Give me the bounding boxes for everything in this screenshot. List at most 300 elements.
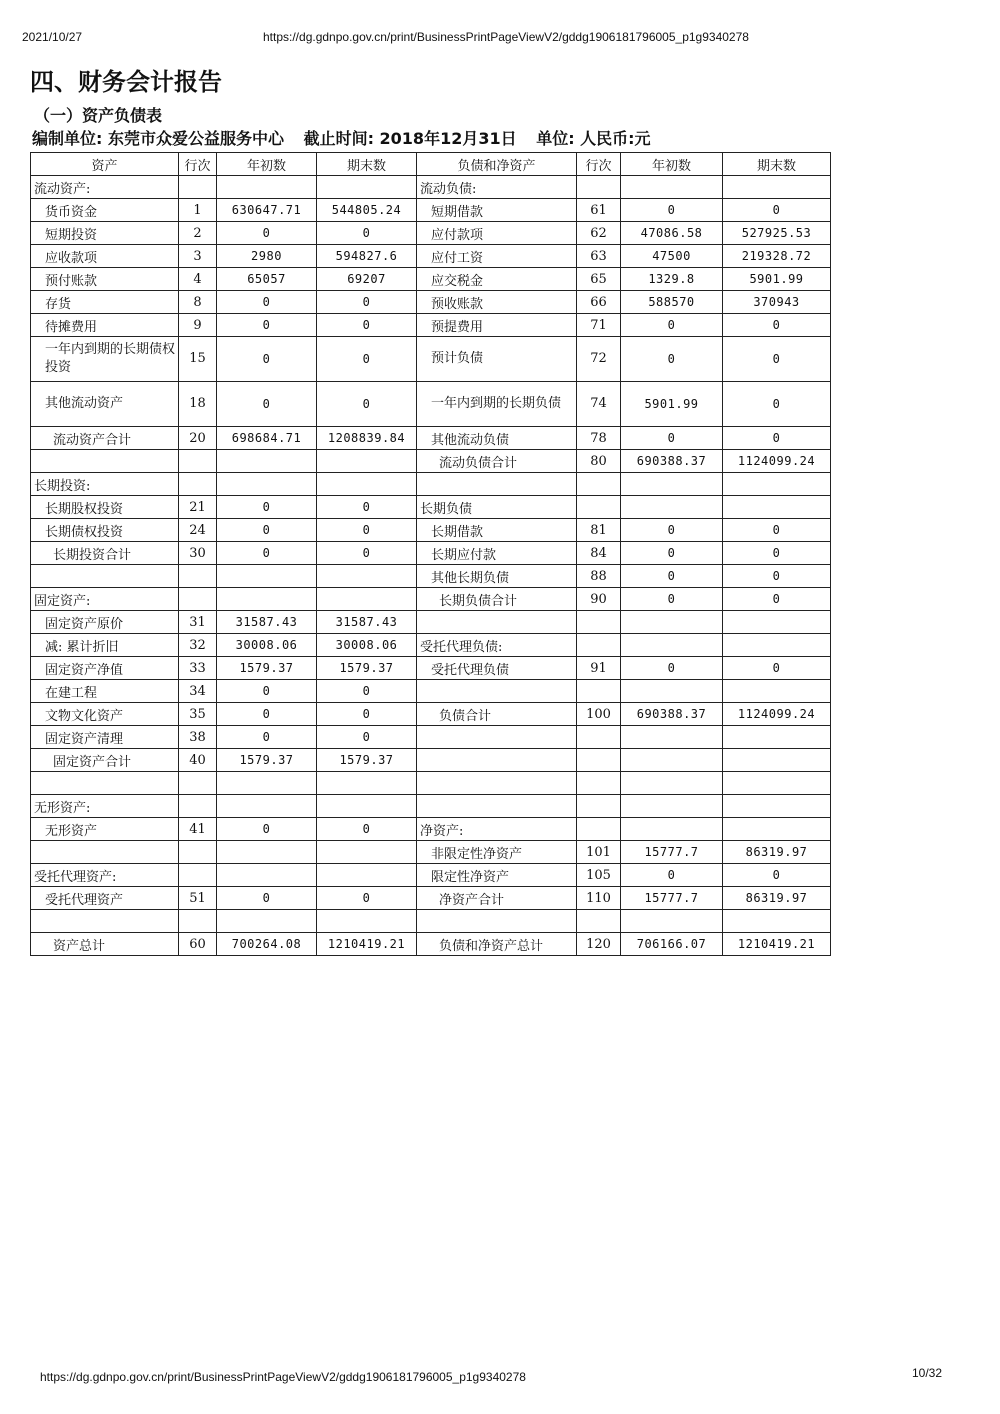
table-row bbox=[31, 634, 831, 657]
table-header-row bbox=[31, 153, 831, 176]
liability-name: 限定性净资产 bbox=[417, 864, 577, 887]
liability-row-no: 90 bbox=[577, 588, 621, 611]
table-row bbox=[31, 772, 831, 795]
asset-row-no bbox=[179, 772, 217, 795]
asset-row-no: 34 bbox=[179, 680, 217, 703]
table-row bbox=[31, 222, 831, 245]
liability-begin bbox=[621, 749, 723, 772]
asset-row-no: 20 bbox=[179, 427, 217, 450]
asset-begin: 65057 bbox=[217, 268, 317, 291]
asset-name: 受托代理资产 bbox=[31, 887, 179, 910]
liability-name: 长期应付款 bbox=[417, 542, 577, 565]
liability-name: 应付工资 bbox=[417, 245, 577, 268]
liability-row-no: 71 bbox=[577, 314, 621, 337]
liability-name: 净资产: bbox=[417, 818, 577, 841]
asset-end: 30008.06 bbox=[317, 634, 417, 657]
asset-end bbox=[317, 176, 417, 199]
liability-row-no: 88 bbox=[577, 565, 621, 588]
asset-row-no bbox=[179, 450, 217, 473]
asset-name: 一年内到期的长期债权投资 bbox=[31, 337, 179, 382]
asset-begin: 0 bbox=[217, 519, 317, 542]
asset-row-no: 15 bbox=[179, 337, 217, 382]
table-row bbox=[31, 314, 831, 337]
asset-begin: 0 bbox=[217, 314, 317, 337]
liability-name bbox=[417, 749, 577, 772]
liability-row-no: 66 bbox=[577, 291, 621, 314]
asset-end: 1579.37 bbox=[317, 657, 417, 680]
liability-name: 短期借款 bbox=[417, 199, 577, 222]
liability-row-no: 84 bbox=[577, 542, 621, 565]
liability-begin: 0 bbox=[621, 199, 723, 222]
asset-name: 货币资金 bbox=[31, 199, 179, 222]
table-row bbox=[31, 818, 831, 841]
liability-name: 长期负债合计 bbox=[417, 588, 577, 611]
liability-name bbox=[417, 910, 577, 933]
liability-row-no: 61 bbox=[577, 199, 621, 222]
asset-name: 长期股权投资 bbox=[31, 496, 179, 519]
liability-begin bbox=[621, 634, 723, 657]
asset-begin bbox=[217, 588, 317, 611]
liability-name: 其他流动负债 bbox=[417, 427, 577, 450]
table-row bbox=[31, 542, 831, 565]
asset-end bbox=[317, 795, 417, 818]
liability-row-no bbox=[577, 680, 621, 703]
table-row bbox=[31, 887, 831, 910]
asset-begin bbox=[217, 772, 317, 795]
col-header-end: 期末数 bbox=[317, 153, 417, 176]
report-meta bbox=[32, 126, 665, 149]
asset-name: 无形资产 bbox=[31, 818, 179, 841]
asset-end: 0 bbox=[317, 382, 417, 427]
table-row bbox=[31, 726, 831, 749]
liability-row-no bbox=[577, 473, 621, 496]
asset-end: 0 bbox=[317, 726, 417, 749]
liability-begin: 0 bbox=[621, 864, 723, 887]
liability-row-no bbox=[577, 496, 621, 519]
asset-end: 0 bbox=[317, 337, 417, 382]
liability-begin bbox=[621, 496, 723, 519]
liability-end bbox=[723, 772, 831, 795]
table-row bbox=[31, 450, 831, 473]
liability-row-no: 72 bbox=[577, 337, 621, 382]
asset-begin bbox=[217, 795, 317, 818]
asset-row-no: 1 bbox=[179, 199, 217, 222]
table-row bbox=[31, 382, 831, 427]
asset-begin: 698684.71 bbox=[217, 427, 317, 450]
asset-name: 在建工程 bbox=[31, 680, 179, 703]
liability-row-no: 62 bbox=[577, 222, 621, 245]
asset-end bbox=[317, 473, 417, 496]
liability-end: 0 bbox=[723, 588, 831, 611]
table-row bbox=[31, 565, 831, 588]
asset-end: 0 bbox=[317, 818, 417, 841]
liability-end: 86319.97 bbox=[723, 841, 831, 864]
asset-name bbox=[31, 772, 179, 795]
asset-begin: 0 bbox=[217, 703, 317, 726]
asset-name: 受托代理资产: bbox=[31, 864, 179, 887]
asset-begin: 0 bbox=[217, 542, 317, 565]
asset-end: 1579.37 bbox=[317, 749, 417, 772]
liability-name bbox=[417, 680, 577, 703]
asset-end bbox=[317, 450, 417, 473]
footer-url: https://dg.gdnpo.gov.cn/print/BusinessPrintPageViewV2/gddg1906181796005_p1g9340278 bbox=[40, 1370, 526, 1384]
liability-begin bbox=[621, 772, 723, 795]
liability-end bbox=[723, 634, 831, 657]
asset-begin: 30008.06 bbox=[217, 634, 317, 657]
liability-row-no: 80 bbox=[577, 450, 621, 473]
liability-end: 86319.97 bbox=[723, 887, 831, 910]
asset-row-no: 32 bbox=[179, 634, 217, 657]
asset-name: 短期投资 bbox=[31, 222, 179, 245]
liability-begin: 706166.07 bbox=[621, 933, 723, 956]
asset-name: 固定资产清理 bbox=[31, 726, 179, 749]
liability-row-no: 91 bbox=[577, 657, 621, 680]
table-row bbox=[31, 910, 831, 933]
liability-begin bbox=[621, 910, 723, 933]
asset-end: 0 bbox=[317, 496, 417, 519]
liability-name: 其他长期负债 bbox=[417, 565, 577, 588]
asset-row-no: 31 bbox=[179, 611, 217, 634]
liability-begin: 0 bbox=[621, 337, 723, 382]
liability-begin: 5901.99 bbox=[621, 382, 723, 427]
liability-begin bbox=[621, 680, 723, 703]
liability-end: 0 bbox=[723, 565, 831, 588]
col-header-row-no: 行次 bbox=[179, 153, 217, 176]
section-title: 四、财务会计报告 bbox=[30, 68, 222, 96]
table-row bbox=[31, 795, 831, 818]
asset-name: 流动资产: bbox=[31, 176, 179, 199]
asset-name: 预付账款 bbox=[31, 268, 179, 291]
liability-end: 0 bbox=[723, 382, 831, 427]
liability-row-no: 81 bbox=[577, 519, 621, 542]
liability-begin: 15777.7 bbox=[621, 887, 723, 910]
asset-row-no: 18 bbox=[179, 382, 217, 427]
liability-end: 1124099.24 bbox=[723, 703, 831, 726]
asset-row-no: 30 bbox=[179, 542, 217, 565]
liability-begin bbox=[621, 611, 723, 634]
asset-begin: 0 bbox=[217, 337, 317, 382]
liability-end bbox=[723, 496, 831, 519]
asset-row-no: 3 bbox=[179, 245, 217, 268]
liability-end bbox=[723, 680, 831, 703]
liability-name bbox=[417, 772, 577, 795]
asset-end: 0 bbox=[317, 291, 417, 314]
col-header-end-2: 期末数 bbox=[723, 153, 831, 176]
asset-row-no: 2 bbox=[179, 222, 217, 245]
sub-title: （一）资产负债表 bbox=[34, 106, 163, 125]
asset-name: 应收款项 bbox=[31, 245, 179, 268]
liability-row-no bbox=[577, 749, 621, 772]
liability-end: 0 bbox=[723, 427, 831, 450]
asset-name bbox=[31, 910, 179, 933]
col-header-row-no-2: 行次 bbox=[577, 153, 621, 176]
liability-name: 预提费用 bbox=[417, 314, 577, 337]
liability-end: 5901.99 bbox=[723, 268, 831, 291]
asset-row-no bbox=[179, 910, 217, 933]
liability-begin bbox=[621, 795, 723, 818]
table-row bbox=[31, 703, 831, 726]
asset-begin: 31587.43 bbox=[217, 611, 317, 634]
asset-begin: 2980 bbox=[217, 245, 317, 268]
print-date: 2021/10/27 bbox=[22, 30, 83, 44]
liability-begin: 0 bbox=[621, 519, 723, 542]
asset-end: 0 bbox=[317, 222, 417, 245]
asset-row-no bbox=[179, 176, 217, 199]
asset-name: 长期债权投资 bbox=[31, 519, 179, 542]
liability-end: 527925.53 bbox=[723, 222, 831, 245]
liability-name: 应交税金 bbox=[417, 268, 577, 291]
liability-row-no bbox=[577, 176, 621, 199]
asset-end bbox=[317, 565, 417, 588]
asset-name: 固定资产: bbox=[31, 588, 179, 611]
asset-name: 流动资产合计 bbox=[31, 427, 179, 450]
liability-name: 预收账款 bbox=[417, 291, 577, 314]
liability-begin: 0 bbox=[621, 565, 723, 588]
liability-begin: 0 bbox=[621, 657, 723, 680]
asset-row-no: 33 bbox=[179, 657, 217, 680]
asset-row-no: 9 bbox=[179, 314, 217, 337]
col-header-begin-2: 年初数 bbox=[621, 153, 723, 176]
liability-begin: 0 bbox=[621, 542, 723, 565]
asset-name: 存货 bbox=[31, 291, 179, 314]
liability-name: 长期负债 bbox=[417, 496, 577, 519]
liability-name: 长期借款 bbox=[417, 519, 577, 542]
asset-name: 长期投资: bbox=[31, 473, 179, 496]
asset-begin: 700264.08 bbox=[217, 933, 317, 956]
currency-unit: 单位: 人民币:元 bbox=[536, 129, 651, 148]
liability-row-no bbox=[577, 910, 621, 933]
asset-end: 1210419.21 bbox=[317, 933, 417, 956]
liability-begin: 47500 bbox=[621, 245, 723, 268]
table-row bbox=[31, 291, 831, 314]
liability-row-no: 120 bbox=[577, 933, 621, 956]
liability-end bbox=[723, 818, 831, 841]
liability-begin: 0 bbox=[621, 427, 723, 450]
liability-row-no bbox=[577, 818, 621, 841]
asset-name: 其他流动资产 bbox=[31, 382, 179, 427]
asset-row-no: 4 bbox=[179, 268, 217, 291]
table-row bbox=[31, 199, 831, 222]
asset-begin bbox=[217, 841, 317, 864]
col-header-assets: 资产 bbox=[31, 153, 179, 176]
asset-name: 资产总计 bbox=[31, 933, 179, 956]
asset-row-no: 41 bbox=[179, 818, 217, 841]
liability-row-no: 65 bbox=[577, 268, 621, 291]
table-row bbox=[31, 933, 831, 956]
liability-begin: 0 bbox=[621, 588, 723, 611]
asset-name: 减: 累计折旧 bbox=[31, 634, 179, 657]
liability-end bbox=[723, 795, 831, 818]
table-row bbox=[31, 749, 831, 772]
asset-end: 0 bbox=[317, 887, 417, 910]
asset-end bbox=[317, 772, 417, 795]
liability-name: 负债合计 bbox=[417, 703, 577, 726]
asset-row-no bbox=[179, 588, 217, 611]
asset-name: 长期投资合计 bbox=[31, 542, 179, 565]
liability-begin bbox=[621, 176, 723, 199]
liability-name: 流动负债: bbox=[417, 176, 577, 199]
asset-begin bbox=[217, 176, 317, 199]
liability-begin: 1329.8 bbox=[621, 268, 723, 291]
liability-name: 受托代理负债 bbox=[417, 657, 577, 680]
liability-begin: 690388.37 bbox=[621, 450, 723, 473]
page-number: 10/32 bbox=[912, 1366, 943, 1380]
asset-begin bbox=[217, 910, 317, 933]
liability-name bbox=[417, 795, 577, 818]
liability-name: 应付款项 bbox=[417, 222, 577, 245]
asset-begin: 0 bbox=[217, 382, 317, 427]
table-row bbox=[31, 588, 831, 611]
liability-end bbox=[723, 910, 831, 933]
liability-name: 预计负债 bbox=[417, 337, 577, 382]
liability-row-no: 63 bbox=[577, 245, 621, 268]
header-url: https://dg.gdnpo.gov.cn/print/BusinessPrintPageViewV2/gddg1906181796005_p1g9340278 bbox=[263, 30, 749, 44]
table-row bbox=[31, 245, 831, 268]
asset-begin: 0 bbox=[217, 818, 317, 841]
liability-begin bbox=[621, 818, 723, 841]
liability-end: 1124099.24 bbox=[723, 450, 831, 473]
liability-name: 负债和净资产总计 bbox=[417, 933, 577, 956]
col-header-begin: 年初数 bbox=[217, 153, 317, 176]
liability-name bbox=[417, 473, 577, 496]
liability-row-no: 110 bbox=[577, 887, 621, 910]
liability-name bbox=[417, 726, 577, 749]
asset-row-no: 38 bbox=[179, 726, 217, 749]
liability-row-no: 105 bbox=[577, 864, 621, 887]
asset-name: 固定资产合计 bbox=[31, 749, 179, 772]
asset-end: 544805.24 bbox=[317, 199, 417, 222]
liability-end: 1210419.21 bbox=[723, 933, 831, 956]
balance-sheet-body bbox=[31, 153, 831, 956]
table-row bbox=[31, 864, 831, 887]
report-date: 截止时间: 2018年12月31日 bbox=[303, 129, 517, 148]
col-header-liabilities: 负债和净资产 bbox=[417, 153, 577, 176]
liability-row-no: 100 bbox=[577, 703, 621, 726]
asset-end bbox=[317, 864, 417, 887]
liability-end: 0 bbox=[723, 542, 831, 565]
asset-name: 固定资产净值 bbox=[31, 657, 179, 680]
asset-name: 文物文化资产 bbox=[31, 703, 179, 726]
table-row bbox=[31, 473, 831, 496]
asset-row-no bbox=[179, 565, 217, 588]
asset-row-no: 51 bbox=[179, 887, 217, 910]
asset-end bbox=[317, 588, 417, 611]
asset-end: 0 bbox=[317, 519, 417, 542]
asset-begin bbox=[217, 565, 317, 588]
liability-end: 0 bbox=[723, 314, 831, 337]
table-row bbox=[31, 176, 831, 199]
asset-begin: 0 bbox=[217, 496, 317, 519]
liability-end: 0 bbox=[723, 337, 831, 382]
liability-begin: 690388.37 bbox=[621, 703, 723, 726]
liability-end: 0 bbox=[723, 657, 831, 680]
liability-name: 流动负债合计 bbox=[417, 450, 577, 473]
liability-row-no bbox=[577, 611, 621, 634]
liability-begin: 47086.58 bbox=[621, 222, 723, 245]
table-row bbox=[31, 496, 831, 519]
liability-begin: 15777.7 bbox=[621, 841, 723, 864]
liability-name: 净资产合计 bbox=[417, 887, 577, 910]
asset-name bbox=[31, 450, 179, 473]
asset-row-no bbox=[179, 473, 217, 496]
asset-begin: 0 bbox=[217, 291, 317, 314]
liability-end: 0 bbox=[723, 199, 831, 222]
liability-row-no bbox=[577, 634, 621, 657]
liability-row-no bbox=[577, 772, 621, 795]
asset-row-no: 8 bbox=[179, 291, 217, 314]
table-row bbox=[31, 337, 831, 382]
asset-end: 0 bbox=[317, 703, 417, 726]
liability-begin: 0 bbox=[621, 314, 723, 337]
table-row bbox=[31, 680, 831, 703]
asset-name bbox=[31, 565, 179, 588]
liability-row-no bbox=[577, 726, 621, 749]
liability-begin: 588570 bbox=[621, 291, 723, 314]
liability-name bbox=[417, 611, 577, 634]
asset-row-no bbox=[179, 841, 217, 864]
table-row bbox=[31, 519, 831, 542]
asset-end: 594827.6 bbox=[317, 245, 417, 268]
liability-row-no: 101 bbox=[577, 841, 621, 864]
liability-row-no: 74 bbox=[577, 382, 621, 427]
table-row bbox=[31, 427, 831, 450]
liability-end: 219328.72 bbox=[723, 245, 831, 268]
liability-begin bbox=[621, 726, 723, 749]
asset-row-no bbox=[179, 795, 217, 818]
liability-name: 一年内到期的长期负债 bbox=[417, 382, 577, 427]
asset-name: 无形资产: bbox=[31, 795, 179, 818]
liability-end: 0 bbox=[723, 519, 831, 542]
asset-begin: 1579.37 bbox=[217, 657, 317, 680]
table-row bbox=[31, 657, 831, 680]
liability-end bbox=[723, 611, 831, 634]
asset-begin bbox=[217, 450, 317, 473]
asset-end: 69207 bbox=[317, 268, 417, 291]
asset-end: 0 bbox=[317, 542, 417, 565]
asset-begin bbox=[217, 864, 317, 887]
asset-begin bbox=[217, 473, 317, 496]
liability-row-no: 78 bbox=[577, 427, 621, 450]
asset-row-no: 60 bbox=[179, 933, 217, 956]
asset-begin: 0 bbox=[217, 222, 317, 245]
compiling-unit: 编制单位: 东莞市众爱公益服务中心 bbox=[32, 129, 284, 148]
liability-end: 370943 bbox=[723, 291, 831, 314]
asset-row-no: 35 bbox=[179, 703, 217, 726]
liability-name: 受托代理负债: bbox=[417, 634, 577, 657]
balance-sheet-table bbox=[30, 152, 831, 956]
asset-end: 0 bbox=[317, 314, 417, 337]
asset-row-no bbox=[179, 864, 217, 887]
liability-end: 0 bbox=[723, 864, 831, 887]
asset-end bbox=[317, 841, 417, 864]
asset-row-no: 24 bbox=[179, 519, 217, 542]
table-row bbox=[31, 611, 831, 634]
liability-end bbox=[723, 749, 831, 772]
asset-begin: 1579.37 bbox=[217, 749, 317, 772]
liability-name: 非限定性净资产 bbox=[417, 841, 577, 864]
asset-begin: 0 bbox=[217, 887, 317, 910]
asset-end bbox=[317, 910, 417, 933]
liability-row-no bbox=[577, 795, 621, 818]
liability-begin bbox=[621, 473, 723, 496]
liability-end bbox=[723, 176, 831, 199]
table-row bbox=[31, 268, 831, 291]
asset-name bbox=[31, 841, 179, 864]
liability-end bbox=[723, 726, 831, 749]
table-row bbox=[31, 841, 831, 864]
asset-end: 0 bbox=[317, 680, 417, 703]
asset-begin: 630647.71 bbox=[217, 199, 317, 222]
